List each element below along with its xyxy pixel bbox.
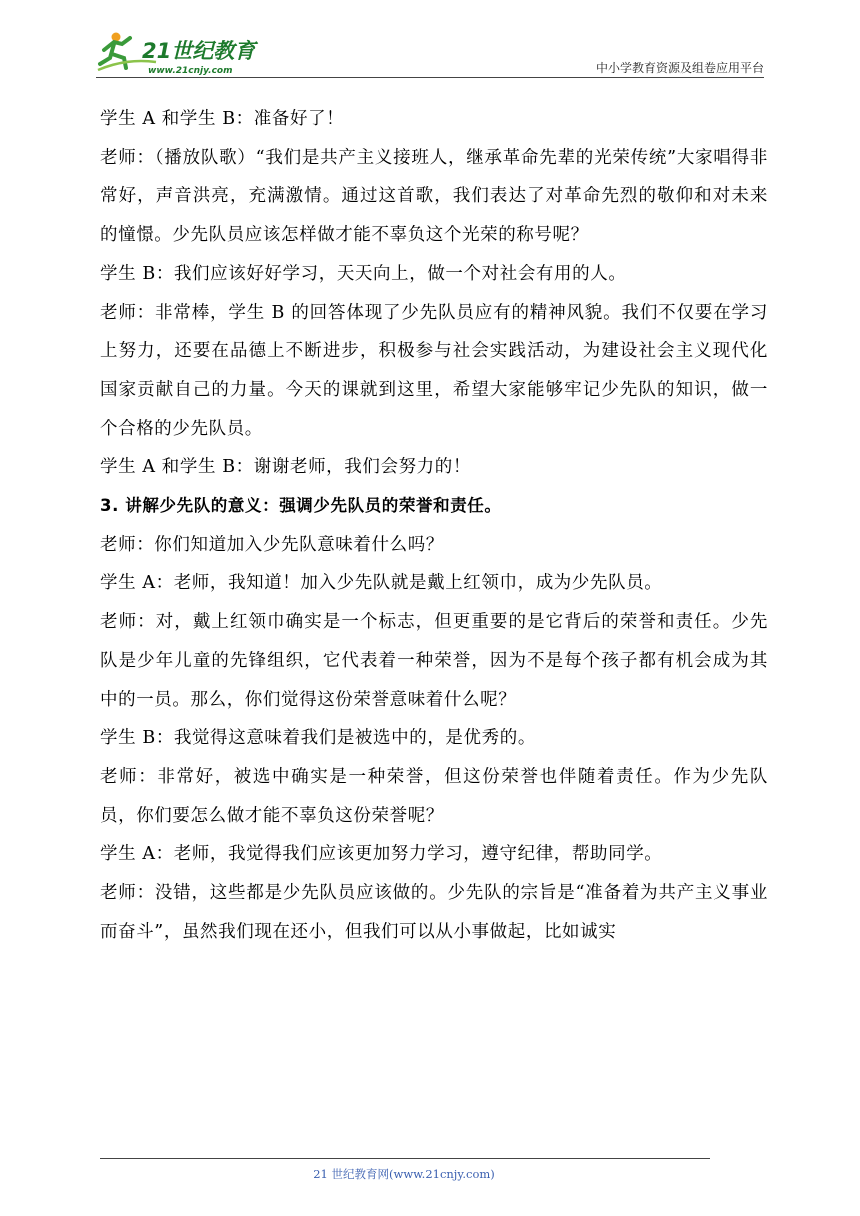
platform-title: 中小学教育资源及组卷应用平台 — [595, 61, 764, 75]
paragraph: 老师：非常棒，学生 B 的回答体现了少先队员应有的精神风貌。我们不仅要在学习上努力，还要在品德上不断进步，积极参与社会实践活动，为建设社会主义现代化国家贡献自己的力量。今天的课就到这里，希望大家能够牢记少先队的知识，做一个合格的少先队员。 — [100, 302, 768, 439]
paragraph: 学生 B：我觉得这意味着我们是被选中的，是优秀的。 — [100, 728, 536, 749]
paragraph: 学生 A：老师，我知道！加入少先队就是戴上红领巾，成为少先队员。 — [100, 573, 663, 594]
paragraph: 学生 A：老师，我觉得我们应该更加努力学习，遵守纪律，帮助同学。 — [100, 844, 663, 865]
section-heading: 3. 讲解少先队的意义：强调少先队员的荣誉和责任。 — [100, 496, 502, 516]
document-body — [100, 100, 768, 951]
page-header — [96, 28, 764, 78]
logo — [96, 28, 266, 78]
paragraph: 学生 A 和学生 B：谢谢老师，我们会努力的！ — [100, 457, 471, 478]
paragraph: 学生 A 和学生 B：准备好了！ — [100, 109, 345, 129]
logo-url: www.21cnjy.com — [148, 66, 233, 76]
header-divider — [96, 77, 764, 78]
paragraph: 老师：非常好，被选中确实是一种荣誉，但这份荣誉也伴随着责任。作为少先队员，你们要怎么做才能不辜负这份荣誉呢？ — [100, 766, 768, 826]
paragraph: 老师：（播放队歌）“我们是共产主义接班人，继承革命先辈的光荣传统”大家唱得非常好，声音洪亮，充满激情。通过这首歌，我们表达了对革命先烈的敬仰和对未来的憧憬。少先队员应该怎样做才能不辜负这个光荣的称号呢？ — [100, 147, 768, 246]
paragraph: 老师：对，戴上红领巾确实是一个标志，但更重要的是它背后的荣誉和责任。少先队是少年儿童的先锋组织，它代表着一种荣誉，因为不是每个孩子都有机会成为其中的一员。那么，你们觉得这份荣誉意味着什么呢？ — [100, 612, 768, 710]
footer-divider — [100, 1158, 710, 1159]
logo-icon — [96, 28, 266, 78]
paragraph: 学生 B：我们应该好好学习，天天向上，做一个对社会有用的人。 — [100, 263, 627, 284]
footer-link[interactable]: 21 世纪教育网(www.21cnjy.com) — [313, 1167, 495, 1181]
paragraph: 老师：你们知道加入少先队意味着什么吗？ — [100, 534, 444, 555]
logo-text: 21世纪教育 — [142, 39, 256, 63]
paragraph: 老师：没错，这些都是少先队员应该做的。少先队的宗旨是“准备着为共产主义事业而奋斗”，虽然我们现在还小，但我们可以从小事做起，比如诚实 — [100, 883, 768, 942]
